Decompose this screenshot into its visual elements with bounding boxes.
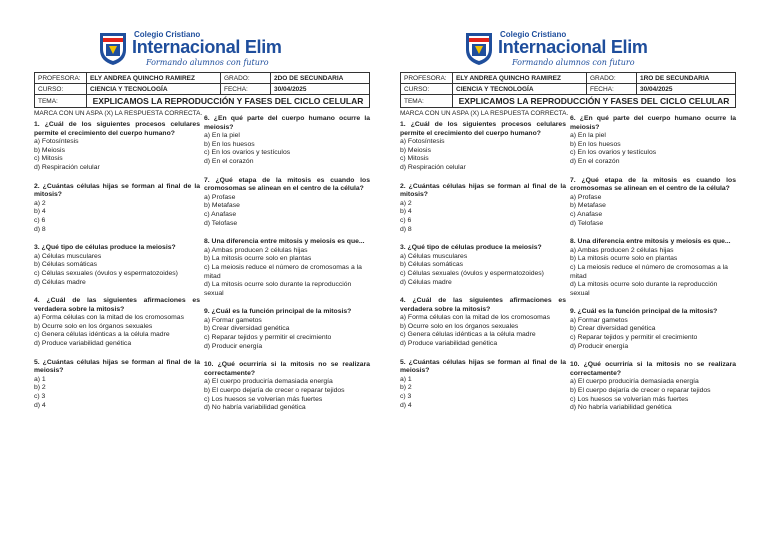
answer-option[interactable]: b) La mitosis ocurre solo en plantas (570, 255, 678, 263)
question-item (204, 177, 370, 229)
answer-option[interactable]: c) 3 (34, 393, 46, 401)
school-tagline: Formando alumnos con futuro (512, 58, 635, 67)
question-item (400, 359, 566, 411)
profesora-label: PROFESORA: (35, 73, 87, 84)
answer-option[interactable]: a) Forma células con la mitad de los cromosomas (34, 314, 184, 322)
fecha-value: 30/04/2025 (271, 84, 370, 95)
answer-option[interactable]: b) La mitosis ocurre solo en plantas (204, 255, 312, 263)
answer-option[interactable]: d) En el corazón (570, 157, 620, 165)
profesora-value: ELY ANDREA QUINCHO RAMIREZ (453, 73, 587, 84)
answer-option[interactable]: d) Telofase (204, 219, 238, 227)
question-text: 1. ¿Cuál de los siguientes procesos celulares permite el crecimiento del cuerpo humano? (34, 121, 200, 137)
question-text: 1. ¿Cuál de los siguientes procesos celulares permite el crecimiento del cuerpo humano? (400, 121, 566, 137)
question-item (34, 183, 200, 235)
answer-option[interactable]: c) Reparar tejidos y permitir el crecimiento (570, 334, 698, 342)
answer-option[interactable]: d) No habría variabilidad genética (570, 404, 672, 412)
answer-option[interactable]: b) Metafase (570, 202, 606, 210)
answer-option[interactable]: b) Crear diversidad genética (570, 325, 656, 333)
answer-option[interactable]: b) 2 (400, 384, 412, 392)
answer-option[interactable]: b) 4 (34, 208, 46, 216)
answer-option[interactable]: c) 6 (400, 216, 412, 224)
answer-option[interactable]: d) Respiración celular (400, 163, 466, 171)
school-shield-icon (98, 30, 128, 66)
question-text: 4. ¿Cuál de las siguientes afirmaciones es verdadera sobre la mitosis? (34, 297, 200, 313)
answer-option[interactable]: c) Mitosis (34, 155, 63, 163)
question-text: 2. ¿Cuántas células hijas se forman al final de la mitosis? (400, 182, 566, 199)
question-text: 6. ¿En qué parte del cuerpo humano ocurre la meiosis? (570, 115, 736, 131)
grado-value: 2DO DE SECUNDARIA (271, 73, 370, 84)
school-tagline: Formando alumnos con futuro (146, 58, 269, 67)
answer-option[interactable]: a) Formar gametos (570, 316, 628, 324)
question-text: 2. ¿Cuántas células hijas se forman al final de la mitosis? (34, 182, 200, 199)
answer-option[interactable]: d) Células madre (34, 278, 86, 286)
answer-option[interactable]: b) En los huesos (570, 140, 621, 148)
grado-label: GRADO: (587, 73, 637, 84)
answer-option[interactable]: a) Profase (204, 193, 236, 201)
instruction: MARCA CON UN ASPA (X) LA RESPUESTA CORRECTA. (400, 110, 569, 117)
answer-option[interactable]: d) No habría variabilidad genética (204, 404, 306, 412)
header-table (34, 72, 370, 108)
question-text: 10. ¿Qué ocurriría si la mitosis no se realizara correctamente? (570, 361, 736, 377)
question-item (400, 297, 566, 349)
question-text: 6. ¿En qué parte del cuerpo humano ocurre la meiosis? (204, 115, 370, 131)
worksheet-left (34, 28, 370, 498)
tema-value: EXPLICAMOS LA REPRODUCCIÓN Y FASES DEL CICLO CELULAR (453, 95, 736, 108)
tema-label: TEMA: (35, 95, 87, 108)
question-item (34, 359, 200, 411)
answer-option[interactable]: b) Células somáticas (34, 261, 98, 269)
answer-option[interactable]: a) Profase (570, 193, 602, 201)
answer-option[interactable]: d) Telofase (570, 219, 604, 227)
grado-value: 1RO DE SECUNDARIA (637, 73, 736, 84)
answer-option[interactable]: b) Células somáticas (400, 261, 464, 269)
question-item (204, 238, 370, 298)
school-name-small: Colegio Cristiano (134, 30, 201, 39)
question-item (34, 297, 200, 349)
answer-option[interactable]: d) 4 (34, 401, 46, 409)
school-shield-icon (464, 30, 494, 66)
answer-option[interactable]: d) Células madre (400, 278, 452, 286)
fecha-label: FECHA: (587, 84, 637, 95)
question-text: 10. ¿Qué ocurriría si la mitosis no se realizara correctamente? (204, 361, 370, 377)
answer-option[interactable]: d) Respiración celular (34, 163, 100, 171)
answer-option[interactable]: b) Ocurre solo en los órganos sexuales (34, 322, 153, 330)
question-item (204, 361, 370, 413)
answer-option[interactable]: a) En la piel (204, 132, 240, 140)
answer-option[interactable]: c) Células sexuales (óvulos y espermatozoides) (400, 269, 544, 277)
answer-option[interactable]: a) Ambas producen 2 células hijas (204, 246, 308, 254)
answer-option[interactable]: d) Producir energía (204, 342, 263, 350)
curso-label: CURSO: (35, 84, 87, 95)
answer-option[interactable]: d) La mitosis ocurre solo durante la reproducción sexual (570, 281, 718, 297)
questions-column-1 (34, 121, 200, 420)
answer-option[interactable]: a) El cuerpo produciría demasiada energía (204, 378, 333, 386)
answer-option[interactable]: b) Meiosis (400, 146, 431, 154)
question-item (34, 121, 200, 173)
question-item (570, 308, 736, 351)
answer-option[interactable]: c) Células sexuales (óvulos y espermatozoides) (34, 269, 178, 277)
answer-option[interactable]: c) Anafase (570, 210, 603, 218)
tema-label: TEMA: (401, 95, 453, 108)
answer-option[interactable]: c) 3 (400, 393, 412, 401)
answer-option[interactable]: b) El cuerpo dejaría de crecer o reparar tejidos (204, 387, 345, 395)
questions-column-1 (400, 121, 566, 420)
school-name-small: Colegio Cristiano (500, 30, 567, 39)
answer-option[interactable]: b) En los huesos (204, 140, 255, 148)
answer-option[interactable]: b) El cuerpo dejaría de crecer o reparar tejidos (570, 387, 711, 395)
answer-option[interactable]: b) 4 (400, 208, 412, 216)
answer-option[interactable]: a) 2 (400, 199, 412, 207)
answer-option[interactable]: a) Fotosíntesis (34, 138, 79, 146)
question-item (570, 177, 736, 229)
answer-option[interactable]: a) 1 (34, 375, 46, 383)
answer-option[interactable]: c) Mitosis (400, 155, 429, 163)
answer-option[interactable]: d) Produce variabilidad genética (34, 340, 132, 348)
answer-option[interactable]: a) 1 (400, 375, 412, 383)
answer-option[interactable]: b) Ocurre solo en los órganos sexuales (400, 322, 519, 330)
answer-option[interactable]: b) Metafase (204, 202, 240, 210)
question-item (34, 244, 200, 287)
answer-option[interactable]: d) Producir energía (570, 342, 629, 350)
tema-value: EXPLICAMOS LA REPRODUCCIÓN Y FASES DEL CICLO CELULAR (87, 95, 370, 108)
answer-option[interactable]: c) Los huesos se volverían más fuertes (570, 395, 689, 403)
answer-option[interactable]: a) Fotosíntesis (400, 138, 445, 146)
question-text: 8. Una diferencia entre mitosis y meiosis es que... (204, 238, 365, 246)
fecha-label: FECHA: (221, 84, 271, 95)
question-text: 8. Una diferencia entre mitosis y meiosis es que... (570, 238, 731, 246)
header-table (400, 72, 736, 108)
answer-option[interactable]: a) Forma células con la mitad de los cromosomas (400, 314, 550, 322)
answer-option[interactable]: a) El cuerpo produciría demasiada energía (570, 378, 699, 386)
question-text: 3. ¿Qué tipo de células produce la meiosis? (400, 244, 542, 252)
answer-option[interactable]: c) Los huesos se volverían más fuertes (204, 395, 323, 403)
answer-option[interactable]: a) Ambas producen 2 células hijas (570, 246, 674, 254)
question-item (570, 115, 736, 167)
answer-option[interactable]: c) Genera células idénticas a la célula madre (34, 331, 170, 339)
school-name: Internacional Elim (132, 37, 282, 57)
school-logo (464, 28, 664, 70)
school-logo (98, 28, 298, 70)
question-item (400, 183, 566, 235)
question-item (204, 308, 370, 351)
question-text: 3. ¿Qué tipo de células produce la meiosis? (34, 244, 176, 252)
question-item (570, 361, 736, 413)
answer-option[interactable]: c) La meiosis reduce el número de cromosomas a la mitad (204, 263, 362, 280)
answer-option[interactable]: b) Meiosis (34, 146, 65, 154)
answer-option[interactable]: a) Formar gametos (204, 316, 262, 324)
answer-option[interactable]: b) Crear diversidad genética (204, 325, 290, 333)
curso-value: CIENCIA Y TECNOLOGÍA (453, 84, 587, 95)
question-text: 4. ¿Cuál de las siguientes afirmaciones es verdadera sobre la mitosis? (400, 297, 566, 313)
question-text: 7. ¿Qué etapa de la mitosis es cuando los cromosomas se alinean en el centro de la célula? (570, 176, 736, 193)
answer-option[interactable]: a) Células musculares (400, 252, 468, 260)
profesora-value: ELY ANDREA QUINCHO RAMIREZ (87, 73, 221, 84)
answer-option[interactable]: a) Células musculares (34, 252, 102, 260)
answer-option[interactable]: d) 4 (400, 401, 412, 409)
question-item (400, 244, 566, 287)
school-name: Internacional Elim (498, 37, 648, 57)
answer-option[interactable]: c) La meiosis reduce el número de cromosomas a la mitad (570, 263, 728, 280)
question-item (570, 238, 736, 298)
question-text: 5. ¿Cuántas células hijas se forman al final de la meiosis? (34, 358, 200, 375)
answer-option[interactable]: a) 2 (34, 199, 46, 207)
answer-option[interactable]: d) Produce variabilidad genética (400, 340, 498, 348)
questions-column-2 (204, 115, 370, 423)
answer-option[interactable]: d) En el corazón (204, 157, 254, 165)
answer-option[interactable]: c) En los ovarios y testículos (204, 149, 291, 157)
questions-column-2 (570, 115, 736, 423)
question-item (204, 115, 370, 167)
answer-option[interactable]: c) Reparar tejidos y permitir el crecimiento (204, 334, 332, 342)
answer-option[interactable]: c) Anafase (204, 210, 237, 218)
fecha-value: 30/04/2025 (637, 84, 736, 95)
answer-option[interactable]: d) La mitosis ocurre solo durante la reproducción sexual (204, 281, 352, 297)
profesora-label: PROFESORA: (401, 73, 453, 84)
answer-option[interactable]: b) 2 (34, 384, 46, 392)
question-item (400, 121, 566, 173)
curso-value: CIENCIA Y TECNOLOGÍA (87, 84, 221, 95)
curso-label: CURSO: (401, 84, 453, 95)
instruction: MARCA CON UN ASPA (X) LA RESPUESTA CORRECTA. (34, 110, 203, 117)
answer-option[interactable]: c) En los ovarios y testículos (570, 149, 657, 157)
question-text: 5. ¿Cuántas células hijas se forman al final de la meiosis? (400, 358, 566, 375)
answer-option[interactable]: c) 6 (34, 216, 46, 224)
question-text: 9. ¿Cuál es la función principal de la mitosis? (204, 308, 352, 316)
answer-option[interactable]: a) En la piel (570, 132, 606, 140)
worksheet-right (400, 28, 736, 498)
answer-option[interactable]: d) 8 (400, 225, 412, 233)
answer-option[interactable]: c) Genera células idénticas a la célula madre (400, 331, 536, 339)
answer-option[interactable]: d) 8 (34, 225, 46, 233)
grado-label: GRADO: (221, 73, 271, 84)
question-text: 7. ¿Qué etapa de la mitosis es cuando los cromosomas se alinean en el centro de la célula? (204, 176, 370, 193)
question-text: 9. ¿Cuál es la función principal de la mitosis? (570, 308, 718, 316)
